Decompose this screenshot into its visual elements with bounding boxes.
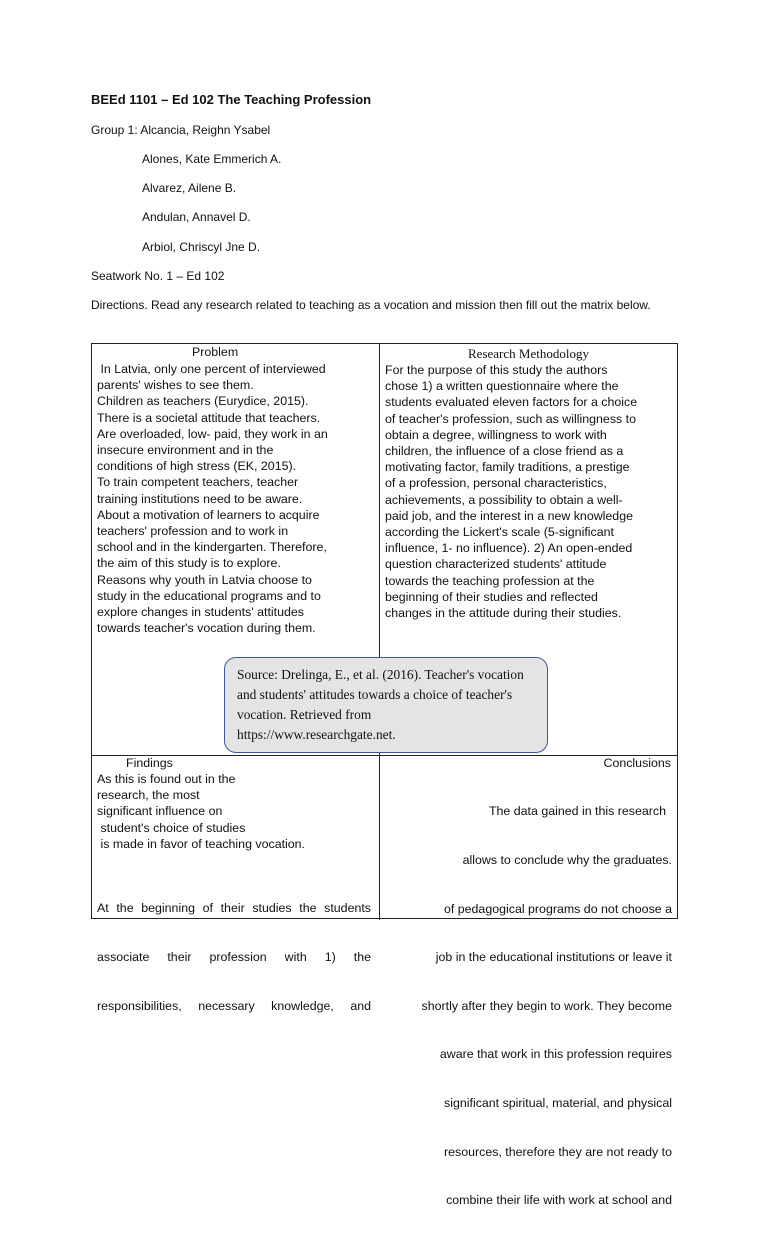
methodology-text: For the purpose of this study the authors chose 1) a written questionnaire where the students evaluated eleven factors for a choice of teacher's profession, such as willingness to obtain a degree, willingness to work with children, the influence of a close friend as a motivating factor, family traditions, a prestige of a profession, personal characteristics, achievements, a possibility to obtain a well- paid job, and the interest in a new knowledge according the Lickert's scale (5-significant influence, 1- no influence). 2) An open-ended question characterized students' attitude towards the teaching profession at the beginning of their studies and reflected changes in the attitude during their studies.	[385, 363, 638, 621]
findings-heading: Findings	[126, 756, 173, 770]
conclusions-line: of pedagogical programs do not choose a	[443, 901, 672, 916]
findings-text: As this is found out in the research, the most significant influence on student's choice of studies is made in favor of teaching vocation.	[97, 772, 306, 851]
conclusions-line: shortly after they begin to work. They become	[421, 998, 672, 1013]
problem-heading: Problem	[192, 345, 239, 359]
research-matrix	[91, 343, 678, 1208]
findings-justified	[97, 868, 371, 1046]
conclusions-text	[382, 771, 672, 1241]
column-divider	[379, 756, 380, 920]
findings-line: responsibilities, necessary knowledge, and	[97, 998, 371, 1013]
findings-line: associate their profession with 1) the	[97, 950, 371, 964]
problem-text: In Latvia, only one percent of interviewed parents' wishes to see them. Children as teachers (Eurydice, 2015). There is a societal attitude that teachers. Are overloaded, low- paid, they work in an insecure environment and in the conditions of high stress (EK, 2015). To train competent teachers, teacher training institutions need to be aware. About a motivation of learners to acquire teachers' profession and to work in school and in the kindergarten. Therefore, the aim of this study is to explore. Reasons why youth in Latvia choose to study in the educational programs and to explore changes in students' attitudes towards teacher's vocation during them.	[97, 362, 328, 636]
member-name: Arbiol, Chriscyl Jne D.	[142, 240, 261, 254]
methodology-heading: Research Methodology	[468, 346, 589, 361]
conclusions-line: job in the educational institutions or leave it	[435, 950, 672, 965]
source-citation-box: Source: Drelinga, E., et al. (2016). Teacher's vocation and students' attitudes towards a choice of teacher's vocation. Retrieved from https://www.researchgate.net.	[224, 657, 548, 753]
conclusions-line: allows to conclude why the graduates.	[462, 853, 672, 867]
document-title: BEEd 1101 – Ed 102 The Teaching Profession	[91, 92, 372, 107]
conclusions-line: The data gained in this research	[488, 804, 666, 819]
seatwork-label: Seatwork No. 1 – Ed 102	[91, 269, 225, 283]
findings-line: At the beginning of their studies the students	[97, 901, 371, 916]
member-name: Alones, Kate Emmerich A.	[142, 152, 282, 166]
conclusions-line: aware that work in this profession requires	[439, 1047, 672, 1062]
conclusions-line: resources, therefore they are not ready to	[444, 1144, 672, 1159]
conclusions-line: combine their life with work at school and	[446, 1193, 672, 1208]
conclusions-heading: Conclusions	[603, 756, 671, 770]
member-name: Andulan, Annavel D.	[142, 210, 251, 224]
row-divider	[92, 755, 677, 756]
conclusions-line: significant spiritual, material, and physical	[444, 1095, 672, 1110]
directions-text: Directions. Read any research related to teaching as a vocation and mission then fill out the matrix below.	[91, 298, 651, 312]
group-label: Group 1: Alcancia, Reighn Ysabel	[91, 123, 271, 137]
member-name: Alvarez, Ailene B.	[142, 181, 237, 195]
